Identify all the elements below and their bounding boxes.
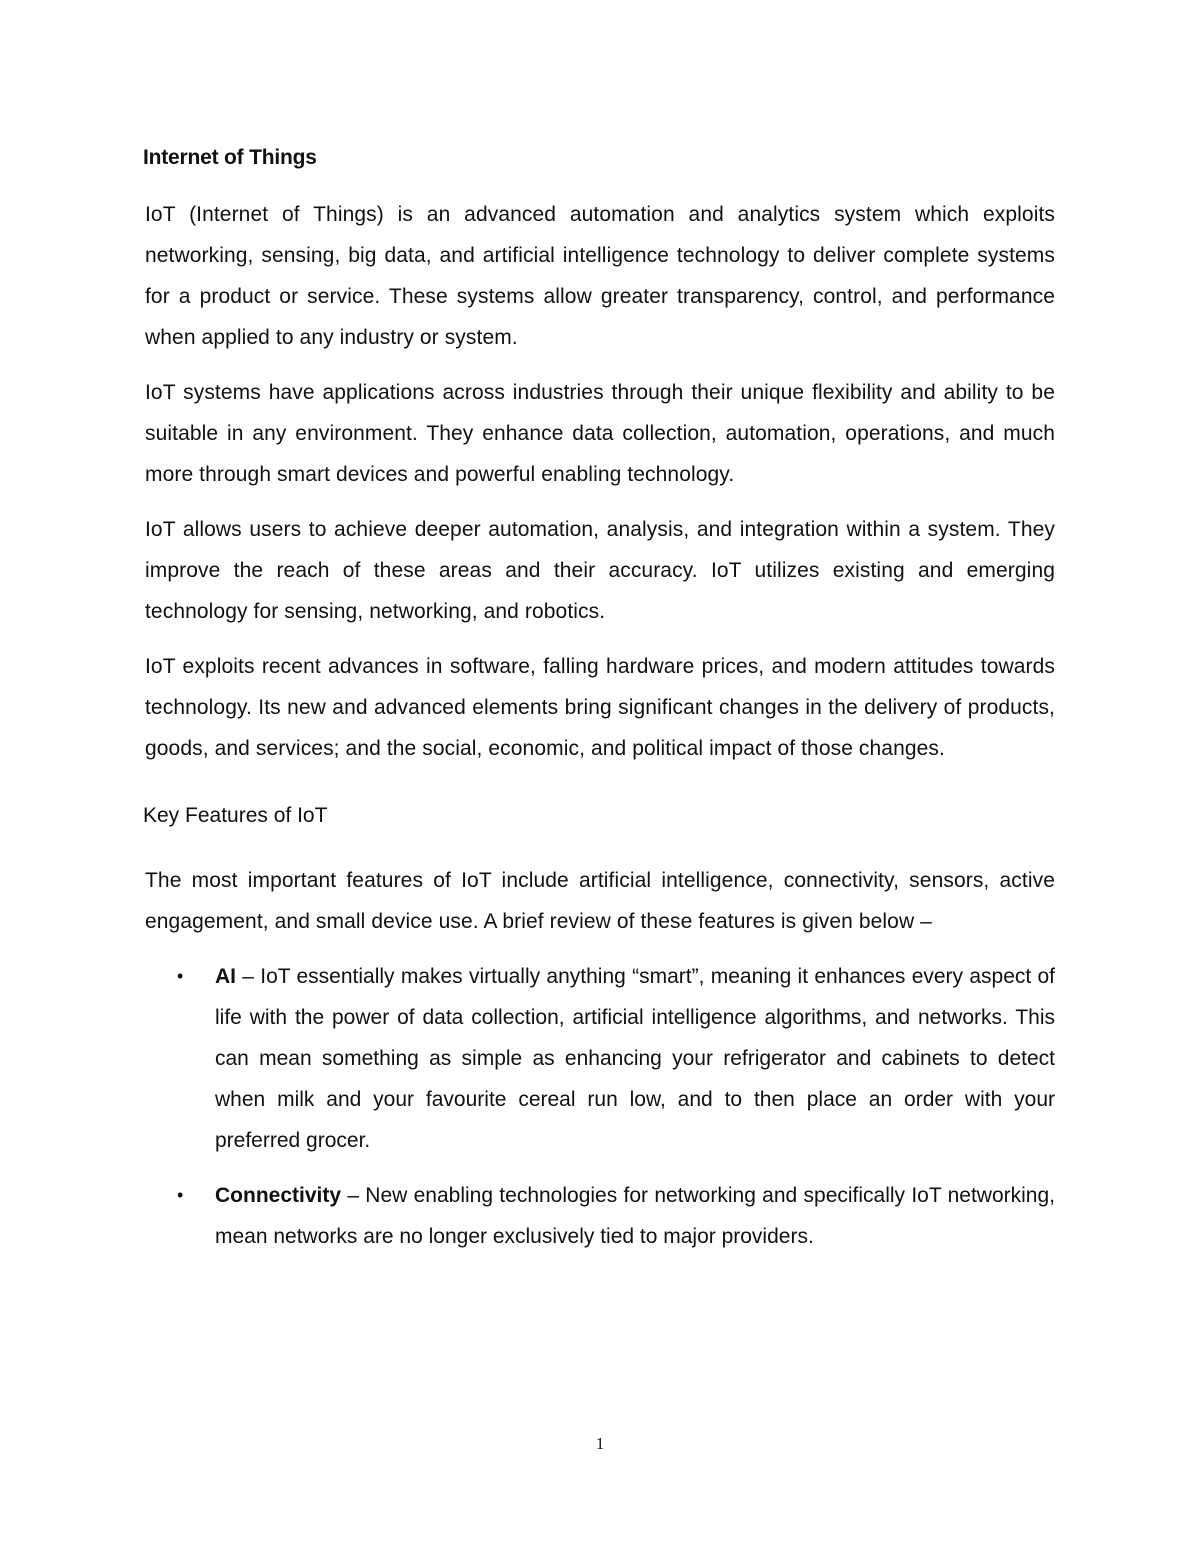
bullet-icon: • [177, 1185, 184, 1205]
feature-list [145, 956, 1055, 1257]
page-number: 1 [595, 1434, 605, 1453]
section-intro: The most important features of IoT include artificial intelligence, connectivity, sensors, active engagement, and small device use. A brief review of these features is given below – [145, 869, 1055, 933]
document-title: Internet of Things [143, 146, 317, 169]
list-item [145, 1175, 1055, 1257]
section-heading: Key Features of IoT [143, 804, 328, 827]
feature-description: – IoT essentially makes virtually anything “smart”, meaning it enhances every aspect of life with the power of data collection, artificial intelligence algorithms, and networks. This can mean something as simple as enhancing your refrigerator and cabinets to detect when milk and your favourite cereal run low, and to then place an order with your preferred grocer. [215, 965, 1055, 1152]
paragraph: IoT allows users to achieve deeper automation, analysis, and integration within a system. They improve the reach of these areas and their accuracy. IoT utilizes existing and emerging technology for sensing, networking, and robotics. [145, 518, 1055, 623]
paragraph: IoT exploits recent advances in software, falling hardware prices, and modern attitudes towards technology. Its new and advanced elements bring significant changes in the delivery of products, goods, and services; and the social, economic, and political impact of those changes. [145, 655, 1055, 760]
paragraph: IoT systems have applications across industries through their unique flexibility and ability to be suitable in any environment. They enhance data collection, automation, operations, and much more through smart devices and powerful enabling technology. [145, 381, 1055, 486]
paragraph: IoT (Internet of Things) is an advanced automation and analytics system which exploits networking, sensing, big data, and artificial intelligence technology to deliver complete systems for a product or service. These systems allow greater transparency, control, and performance when applied to any industry or system. [145, 203, 1055, 349]
feature-description: – New enabling technologies for networking and specifically IoT networking, mean networks are no longer exclusively tied to major providers. [215, 1184, 1055, 1248]
bullet-icon: • [177, 966, 184, 986]
feature-term: AI [215, 965, 236, 988]
feature-term: Connectivity [215, 1184, 342, 1207]
list-item [145, 956, 1055, 1161]
document-body [145, 146, 1055, 1271]
